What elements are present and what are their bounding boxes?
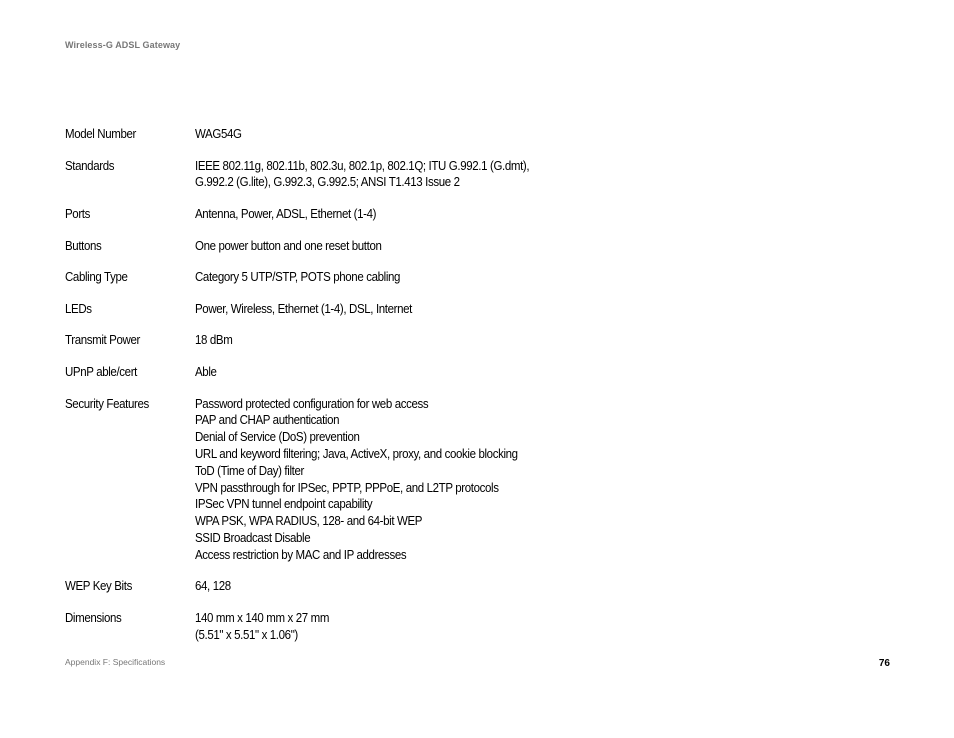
- spec-value-line: One power button and one reset button: [195, 238, 382, 253]
- spec-row-model-number: [65, 126, 625, 143]
- spec-value-line: Able: [195, 364, 217, 379]
- spec-row-dimensions: [65, 610, 625, 644]
- spec-value-line: VPN passthrough for IPSec, PPTP, PPPoE, and L2TP protocols: [195, 480, 499, 495]
- spec-value-line: G.992.2 (G.lite), G.992.3, G.992.5; ANSI T1.413 Issue 2: [195, 175, 460, 190]
- spec-value: [195, 238, 625, 255]
- spec-value-line: WPA PSK, WPA RADIUS, 128- and 64-bit WEP: [195, 514, 423, 529]
- spec-row-security-features: [65, 396, 625, 564]
- spec-value: [195, 158, 625, 192]
- spec-row-upnp: [65, 364, 625, 381]
- spec-label: Transmit Power: [65, 333, 140, 348]
- spec-value: [195, 206, 625, 223]
- spec-value-line: 140 mm x 140 mm x 27 mm: [195, 610, 330, 625]
- spec-label: Cabling Type: [65, 270, 128, 285]
- spec-value: [195, 610, 625, 644]
- spec-value: [195, 578, 625, 595]
- spec-value-line: SSID Broadcast Disable: [195, 530, 311, 545]
- spec-value: [195, 126, 625, 143]
- spec-row-buttons: [65, 238, 625, 255]
- spec-value-line: IEEE 802.11g, 802.11b, 802.3u, 802.1p, 802.1Q; ITU G.992.1 (G.dmt),: [195, 158, 530, 173]
- spec-label: LEDs: [65, 301, 92, 316]
- spec-value-line: Antenna, Power, ADSL, Ethernet (1-4): [195, 206, 377, 221]
- spec-value-line: 18 dBm: [195, 333, 233, 348]
- spec-value: [195, 396, 625, 564]
- spec-value: [195, 269, 625, 286]
- spec-value: [195, 364, 625, 381]
- spec-value-line: (5.51" x 5.51" x 1.06"): [195, 627, 298, 642]
- spec-row-ports: [65, 206, 625, 223]
- document-header: Wireless-G ADSL Gateway: [65, 40, 181, 50]
- spec-value-line: ToD (Time of Day) filter: [195, 463, 304, 478]
- spec-value-line: 64, 128: [195, 579, 231, 594]
- spec-value-line: Access restriction by MAC and IP addresses: [195, 547, 407, 562]
- spec-value: [195, 301, 625, 318]
- spec-label: WEP Key Bits: [65, 579, 132, 594]
- spec-value: [195, 332, 625, 349]
- spec-value-line: Category 5 UTP/STP, POTS phone cabling: [195, 270, 401, 285]
- spec-row-standards: [65, 158, 625, 192]
- spec-value-line: IPSec VPN tunnel endpoint capability: [195, 497, 373, 512]
- spec-row-leds: [65, 301, 625, 318]
- spec-label: Ports: [65, 206, 91, 221]
- spec-row-wep-key-bits: [65, 578, 625, 595]
- spec-value-line: PAP and CHAP authentication: [195, 413, 340, 428]
- spec-row-cabling-type: [65, 269, 625, 286]
- spec-row-transmit-power: [65, 332, 625, 349]
- spec-label: UPnP able/cert: [65, 364, 137, 379]
- spec-label: Buttons: [65, 238, 102, 253]
- spec-label: Security Features: [65, 396, 149, 411]
- spec-label: Model Number: [65, 127, 137, 141]
- spec-value-line: URL and keyword filtering; Java, ActiveX, proxy, and cookie blocking: [195, 446, 518, 461]
- spec-value-line: Denial of Service (DoS) prevention: [195, 430, 360, 445]
- page-number: 76: [878, 658, 890, 669]
- specifications-table: [65, 126, 625, 658]
- footer-section-title: Appendix F: Specifications: [65, 657, 166, 667]
- spec-value-line: Password protected configuration for web access: [195, 396, 429, 411]
- spec-value-line: Power, Wireless, Ethernet (1-4), DSL, Internet: [195, 301, 413, 316]
- spec-label: Dimensions: [65, 610, 122, 625]
- spec-value-line: WAG54G: [195, 127, 242, 141]
- spec-label: Standards: [65, 158, 115, 173]
